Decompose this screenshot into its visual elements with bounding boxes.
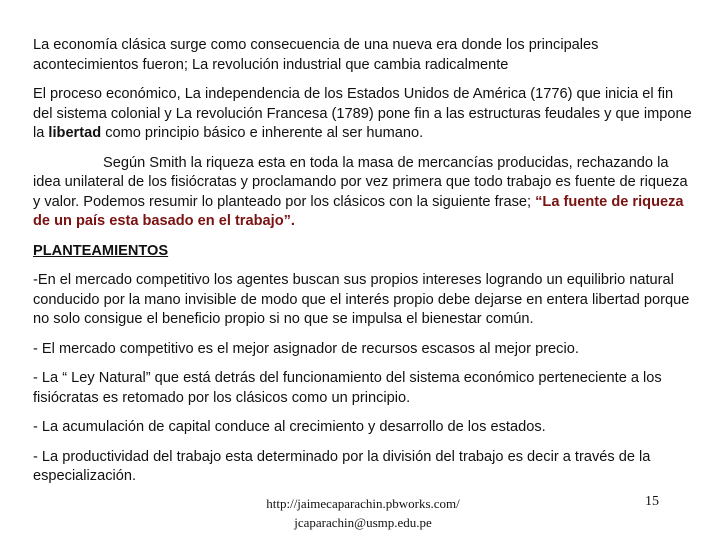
paragraph-smith [33,154,693,232]
list-item: - La acumulación de capital conduce al crecimiento y desarrollo de los estados. [33,419,546,435]
paragraph-process-text: El proceso económico, La independencia de los Estados Unidos de América (1776) que inicia el fin del sistema colonial y La revolución Francesa (1789) pone fin a las estructuras feudales y que impone la [33,86,692,141]
list-item: - La “ Ley Natural” que está detrás del funcionamiento del sistema económico perteneciente a los fisiócratas es retomado por los clásicos como un principio. [33,370,662,406]
footer-contact [258,494,468,532]
section-heading: PLANTEAMIENTOS [33,242,169,259]
paragraph-process [33,85,693,144]
list-item: - El mercado competitivo es el mejor asignador de recursos escasos al mejor precio. [33,340,579,357]
smith-quote: “La fuente de riqueza de un país esta basado en el trabajo”. [33,193,684,229]
paragraph-smith-text: Según Smith la riqueza esta en toda la masa de mercancías producidas, rechazando la idea unilateral de los fisiócratas y proclamando por vez primera que todo trabajo es fuente de riqueza y valor. Podemos resumir lo planteado por los clásicos con la siguiente frase; [33,154,688,210]
list-item: -En el mercado competitivo los agentes buscan sus propios intereses logrando un equilibrio natural conducido por la mano invisible de modo que el interés propio debe dejarse en entera libertad porque no solo consigue el beneficio propio si no que se impulsa el bienestar común. [33,272,690,327]
page-number: 15 [645,494,659,509]
slide-content [33,36,693,497]
list-item: - La productividad del trabajo esta determinado por la división del trabajo es decir a través de la especialización. [33,448,651,484]
paragraph-intro: La economía clásica surge como consecuencia de una nueva era donde los principales acontecimientos fueron; La revolución industrial que cambia radicalmente [33,37,599,73]
libertad-emphasis: libertad [48,125,102,141]
footer-url[interactable]: http://jaimecaparachin.pbworks.com/ [266,496,460,511]
footer-email[interactable]: jcaparachin@usmp.edu.pe [294,515,432,530]
paragraph-process-end: como principio básico e inherente al ser humano. [101,125,424,141]
